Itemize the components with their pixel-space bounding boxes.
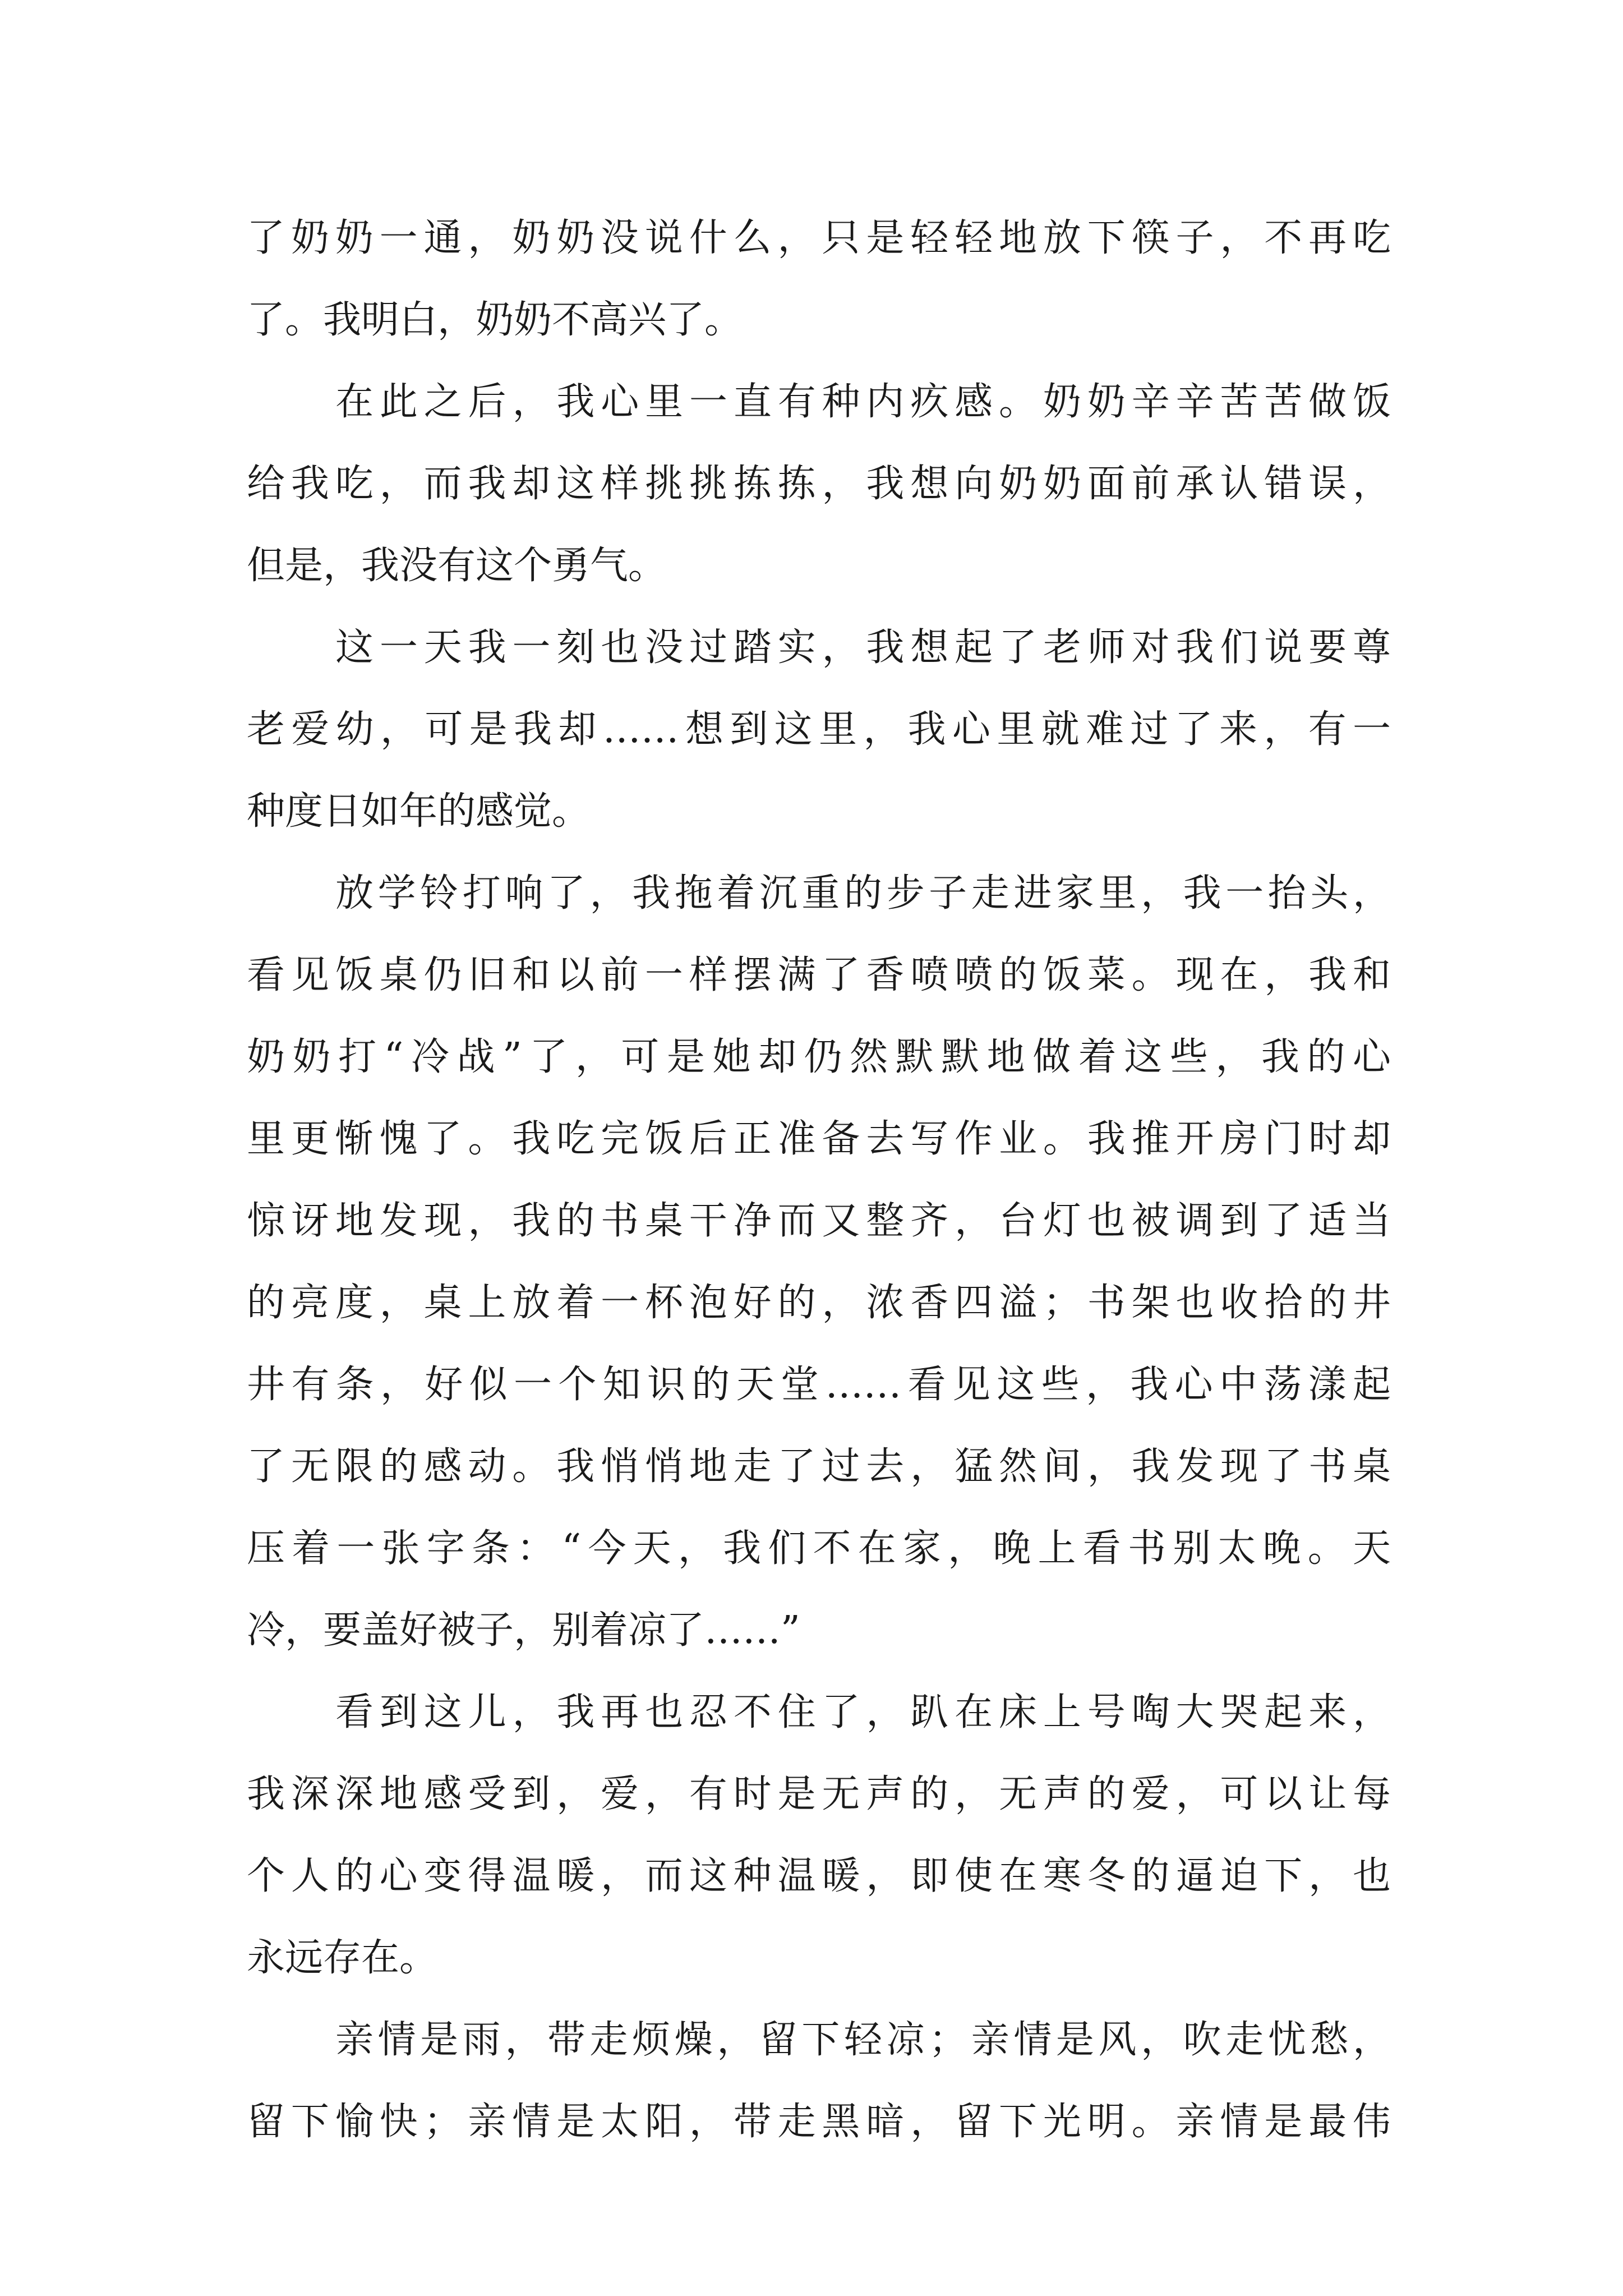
text-line: 种度日如年的感觉。: [247, 789, 591, 834]
text-line: 永远存在。: [247, 1936, 438, 1980]
text-line: 压着一张字条：“今天，我们不在家，晚上看书别太晚。天: [247, 1526, 1391, 1571]
text-line: 个人的心变得温暖，而这种温暖，即使在寒冬的逼迫下，也: [247, 1854, 1391, 1898]
text-line: 惊讶地发现，我的书桌干净而又整齐，台灯也被调到了适当: [247, 1199, 1391, 1243]
body-text: [247, 197, 1391, 2163]
text-line: 奶奶打“冷战”了，可是她却仍然默默地做着这些，我的心: [247, 1035, 1391, 1079]
text-line: 了奶奶一通，奶奶没说什么，只是轻轻地放下筷子，不再吃: [247, 216, 1391, 260]
text-line: 冷，要盖好被子，别着凉了……”: [247, 1608, 800, 1653]
text-line: 了无限的感动。我悄悄地走了过去，猛然间，我发现了书桌: [247, 1444, 1391, 1489]
paragraph-first-line: 这一天我一刻也没过踏实，我想起了老师对我们说要尊: [335, 625, 1391, 670]
text-line: 的亮度，桌上放着一杯泡好的，浓香四溢；书架也收拾的井: [247, 1281, 1391, 1325]
text-line: 留下愉快；亲情是太阳，带走黑暗，留下光明。亲情是最伟: [247, 2100, 1391, 2144]
paragraph-first-line: 在此之后，我心里一直有种内疚感。奶奶辛辛苦苦做饭: [335, 380, 1391, 424]
paragraph-first-line: 亲情是雨，带走烦燥，留下轻凉；亲情是风，吹走忧愁，: [335, 2018, 1391, 2062]
text-line: 看见饭桌仍旧和以前一样摆满了香喷喷的饭菜。现在，我和: [247, 953, 1391, 997]
text-line: 井有条，好似一个知识的天堂……看见这些，我心中荡漾起: [247, 1363, 1391, 1407]
text-line: 给我吃，而我却这样挑挑拣拣，我想向奶奶面前承认错误，: [247, 462, 1391, 506]
paragraph-first-line: 放学铃打响了，我拖着沉重的步子走进家里，我一抬头，: [335, 871, 1391, 915]
text-line: 老爱幼，可是我却……想到这里，我心里就难过了来，有一: [247, 707, 1391, 752]
text-line: 了。我明白，奶奶不高兴了。: [247, 298, 743, 342]
paragraph-first-line: 看到这儿，我再也忍不住了，趴在床上号啕大哭起来，: [335, 1690, 1391, 1734]
text-line: 我深深地感受到，爱，有时是无声的，无声的爱，可以让每: [247, 1772, 1391, 1816]
text-line: 里更惭愧了。我吃完饭后正准备去写作业。我推开房门时却: [247, 1117, 1391, 1161]
text-line: 但是，我没有这个勇气。: [247, 544, 667, 588]
